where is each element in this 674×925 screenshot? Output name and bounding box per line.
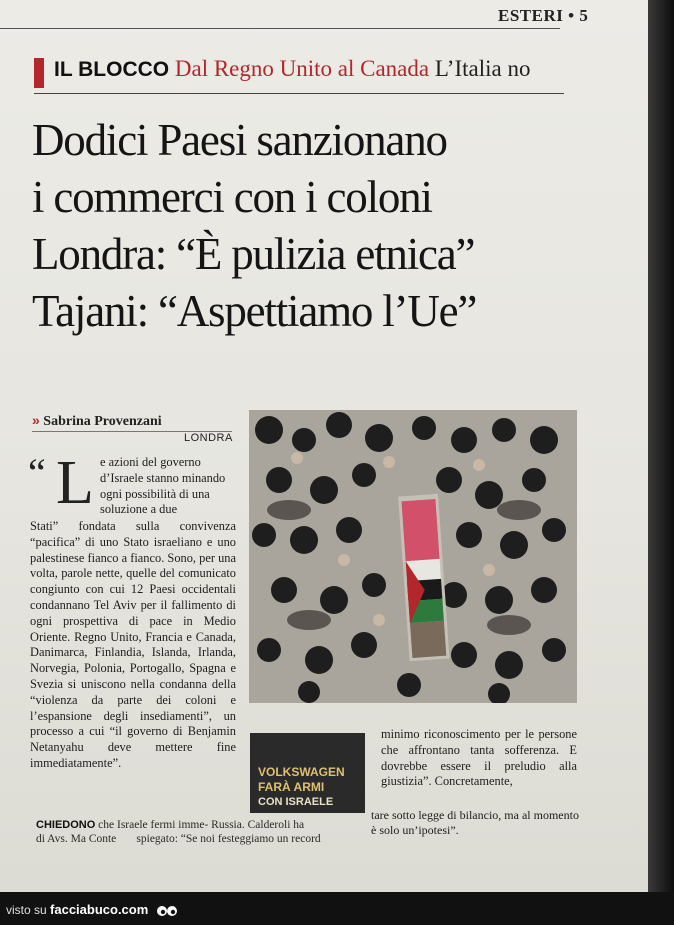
headline-line: i commerci con i coloni (32, 172, 432, 222)
dateline: LONDRA (184, 432, 233, 444)
bottom-line-1: che Israele fermi imme- Russia. Calderoli ha (98, 819, 305, 831)
watermark-footer (0, 892, 674, 925)
kicker-label: IL BLOCCO (54, 58, 170, 81)
background-edge (648, 0, 674, 892)
news-photo (249, 410, 577, 703)
article-column-3: minimo riconoscimento per le persone che affrontano tanta sofferenza. E dovrebbe essere il preludio alla giustizia”. Concretamente, (381, 727, 577, 789)
kicker-marker (34, 58, 44, 88)
eyes-logo-icon (156, 905, 178, 917)
drop-cap: L (56, 449, 94, 517)
kicker-rule (34, 93, 564, 94)
byline-chevron-icon: » (32, 412, 40, 428)
headline-line: Dodici Paesi sanzionano (32, 115, 447, 165)
article-body: Stati” fondata sulla convivenza “pacifica” di uno Stato israeliano e uno palestinese fianco a fianco. Sono, per una volta, parole nette, quelle del comunicato congiunto con cui 12 Paesi occidentali condannano Tel Aviv per il fallimento di ogni prospettiva di pace in Medio Oriente. Regno Unito, Francia e Canada, Danimarca, Finlandia, Islanda, Irlanda, Norvegia, Polonia, Portogallo, Spagna e Svezia si uniscono nella condanna della “violenza da parte dei coloni e l’espansione degli insediamenti”, un processo a cui “il governo di Benjamin Netanyahu deve mettere fine immediatamente”. (30, 519, 236, 770)
kicker-black-text: L’Italia no (434, 56, 531, 81)
headline-line: Londra: “È pulizia etnica” (32, 229, 475, 279)
headline (32, 112, 592, 340)
article-column-3-tail: tare sotto legge di bilancio, ma al momento è solo un’ipotesi”. (371, 808, 579, 837)
footer-text (6, 902, 178, 917)
bottom-bold-word: CHIEDONO (36, 819, 96, 831)
section-label: ESTERI • 5 (498, 6, 589, 25)
bottom-line-2: di Avs. Ma Conte spiegato: “Se noi festeggiamo un record (36, 833, 321, 845)
sidebar-box-text (258, 765, 358, 810)
author-name: Sabrina Provenzani (43, 414, 162, 429)
footer-site[interactable]: facciabuco.com (50, 902, 149, 917)
footer-prefix: visto su (6, 903, 47, 917)
top-rule (0, 28, 560, 29)
kicker (54, 56, 530, 82)
drop-quote: “ (28, 450, 46, 495)
kicker-red-text: Dal Regno Unito al Canada (174, 56, 430, 81)
article-first-lines: e azioni del governo d’Israele stanno minando ogni possibilità di una soluzione a due (100, 455, 226, 517)
sidebar-box (250, 733, 365, 813)
headline-line: Tajani: “Aspettiamo l’Ue” (32, 286, 477, 336)
sidebar-box-title: VOLKSWAGEN FARÀ ARMI (258, 765, 345, 794)
byline (32, 412, 162, 430)
sidebar-box-subtitle: CON ISRAELE (258, 796, 334, 808)
article-bottom (36, 818, 366, 846)
crowd-photo-illustration (249, 410, 577, 703)
